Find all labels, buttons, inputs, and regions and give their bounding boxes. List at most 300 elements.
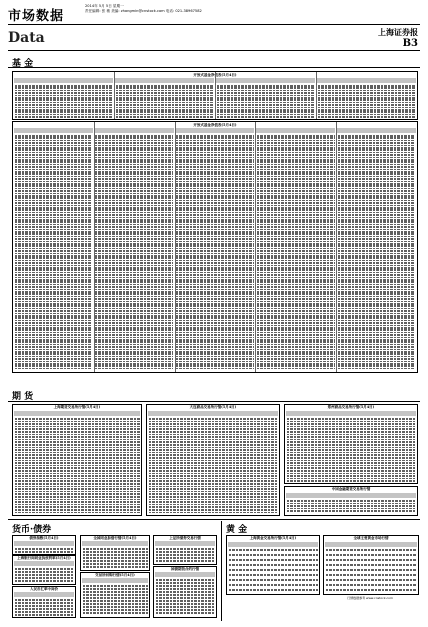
table-row (257, 358, 335, 360)
table-row (257, 183, 335, 185)
table-row (149, 428, 278, 430)
table-row (338, 267, 416, 269)
header-meta (85, 4, 202, 14)
table-row (338, 193, 416, 195)
table-row (176, 284, 254, 286)
header-rule (8, 24, 420, 25)
table-row (149, 460, 278, 462)
table-row (83, 612, 148, 614)
table-row (338, 363, 416, 365)
table-row (15, 274, 93, 276)
table-row (338, 231, 416, 233)
section-title: 市场数据 (8, 9, 65, 24)
table-row (338, 337, 416, 339)
table-row (15, 493, 140, 495)
table-row (95, 188, 173, 190)
column-header (286, 411, 416, 416)
table-row (95, 226, 173, 228)
table-row (338, 253, 416, 255)
table-row (176, 353, 254, 355)
table-row (15, 284, 93, 286)
table-row (95, 296, 173, 298)
table-row (15, 183, 93, 185)
table-row (257, 193, 335, 195)
table-row (176, 253, 254, 255)
table-row (338, 346, 416, 348)
bond3-title: 人民币汇率中间价 (30, 587, 58, 591)
table-row (15, 460, 140, 462)
table-row (116, 92, 214, 94)
table-row (15, 188, 93, 190)
table-row (287, 428, 416, 430)
table-row (176, 281, 254, 283)
table-row (15, 229, 93, 231)
table-row (338, 188, 416, 190)
table-row (15, 114, 113, 116)
table-row (338, 161, 416, 163)
table-row (257, 274, 335, 276)
table-row (15, 577, 74, 579)
table-row (95, 140, 173, 142)
table-row (95, 279, 173, 281)
table-row (318, 95, 416, 97)
table-row (15, 439, 140, 441)
table-row (149, 426, 278, 428)
table-row (257, 329, 335, 331)
table-row (15, 111, 113, 113)
table-row (15, 147, 93, 149)
futures-table-cffex (284, 486, 418, 516)
table-row (257, 164, 335, 166)
table-row (149, 486, 278, 488)
table-row (176, 293, 254, 295)
column-header (228, 542, 318, 547)
table-row (15, 317, 93, 319)
table-row (149, 483, 278, 485)
table-row (257, 281, 335, 283)
table-row (176, 193, 254, 195)
table-row (257, 361, 335, 363)
fund-table-top (12, 71, 418, 120)
table-row (15, 272, 93, 274)
table-row (156, 579, 215, 581)
table-row (257, 147, 335, 149)
table-row (95, 339, 173, 341)
column-header (325, 542, 417, 547)
table-row (257, 140, 335, 142)
table-row (156, 548, 215, 550)
table-row (257, 238, 335, 240)
table-row (95, 277, 173, 279)
sge-gold-table (226, 535, 320, 595)
table-row (15, 197, 93, 199)
table-row (156, 560, 215, 562)
table-row (338, 195, 416, 197)
table-row (176, 243, 254, 245)
table-row (95, 320, 173, 322)
table-row (15, 289, 93, 291)
table-row (15, 277, 93, 279)
table-row (176, 301, 254, 303)
table-row (15, 434, 140, 436)
table-row (15, 224, 93, 226)
table-row (257, 154, 335, 156)
table-row (149, 506, 278, 508)
table-row (257, 188, 335, 190)
table-row (217, 95, 315, 97)
table-row (257, 305, 335, 307)
table-row (257, 365, 335, 367)
table-row (257, 298, 335, 300)
table-row (95, 195, 173, 197)
table-row (95, 219, 173, 221)
table-row (176, 217, 254, 219)
table-row (149, 434, 278, 436)
table-row (338, 229, 416, 231)
table-row (257, 291, 335, 293)
table-row (287, 508, 416, 510)
table-row (95, 147, 173, 149)
table-row (257, 339, 335, 341)
table-row (287, 465, 416, 467)
column-header (176, 128, 255, 133)
table-row (257, 245, 335, 247)
table-row (176, 209, 254, 211)
table-row (95, 269, 173, 271)
money-bond-section-heading: 货币·债券 (12, 525, 52, 535)
table-row (176, 277, 254, 279)
fund-top-title: 开放式基金净值表(5月4日) (193, 73, 237, 77)
table-row (15, 457, 140, 459)
futures-table-dce (146, 404, 280, 516)
table-row (338, 356, 416, 358)
table-row (217, 99, 315, 101)
table-row (257, 219, 335, 221)
table-row (95, 298, 173, 300)
column-header (14, 592, 74, 597)
table-row (338, 334, 416, 336)
table-row (326, 574, 417, 576)
table-row (83, 597, 148, 599)
table-row (257, 267, 335, 269)
table-row (149, 465, 278, 467)
table-row (257, 224, 335, 226)
table-row (15, 548, 74, 550)
table-row (15, 193, 93, 195)
table-row (15, 185, 93, 187)
table-row (15, 238, 93, 240)
table-row (318, 107, 416, 109)
table-row (287, 444, 416, 446)
table-row (257, 243, 335, 245)
brand-logo: 上海证券报 (378, 27, 418, 37)
table-row (287, 475, 416, 477)
table-row (95, 341, 173, 343)
fund-mid-title: 开放式基金净值表(5月4日) (193, 123, 237, 127)
column-header (286, 493, 416, 498)
table-row (15, 176, 93, 178)
table-row (257, 248, 335, 250)
table-row (15, 164, 93, 166)
table-row (15, 356, 93, 358)
table-row (15, 475, 140, 477)
table-row (95, 135, 173, 137)
table-row (95, 207, 173, 209)
table-row (95, 169, 173, 171)
table-row (257, 176, 335, 178)
table-row (338, 197, 416, 199)
table-row (176, 181, 254, 183)
fund-section-heading: 基 金 (12, 59, 34, 69)
table-row (149, 457, 278, 459)
table-row (95, 245, 173, 247)
column-header (82, 578, 148, 583)
table-row (338, 135, 416, 137)
table-row (338, 166, 416, 168)
table-row (95, 303, 173, 305)
table-row (176, 296, 254, 298)
table-row (15, 161, 93, 163)
table-row (15, 426, 140, 428)
table-row (217, 102, 315, 104)
table-row (15, 449, 140, 451)
table-row (338, 209, 416, 211)
table-row (338, 233, 416, 235)
table-row (15, 447, 140, 449)
table-row (156, 591, 215, 593)
table-row (15, 200, 93, 202)
table-row (229, 564, 318, 566)
table-row (338, 344, 416, 346)
table-row (176, 149, 254, 151)
table-row (95, 365, 173, 367)
table-row (176, 341, 254, 343)
futures-section-heading: 期 货 (12, 392, 34, 402)
table-row (176, 257, 254, 259)
table-row (338, 286, 416, 288)
table-row (95, 229, 173, 231)
table-row (326, 569, 417, 571)
table-row (287, 505, 416, 507)
table-row (15, 149, 93, 151)
table-row (287, 462, 416, 464)
table-row (176, 255, 254, 257)
table-row (95, 145, 173, 147)
table-row (338, 339, 416, 341)
table-row (15, 137, 93, 139)
table-row (338, 173, 416, 175)
table-row (15, 431, 140, 433)
table-row (257, 308, 335, 310)
table-row (176, 334, 254, 336)
table-row (15, 568, 74, 570)
table-row (15, 608, 74, 610)
table-row (15, 178, 93, 180)
table-row (95, 317, 173, 319)
table-row (257, 231, 335, 233)
table-row (338, 178, 416, 180)
table-row (15, 269, 93, 271)
table-row (338, 226, 416, 228)
table-row (338, 293, 416, 295)
table-row (156, 612, 215, 614)
bond4-title: 全国同业拆借行情(5月4日) (93, 536, 137, 540)
table-row (257, 142, 335, 144)
table-row (176, 236, 254, 238)
table-row (257, 149, 335, 151)
column-header (337, 128, 416, 133)
table-row (83, 588, 148, 590)
table-row (338, 147, 416, 149)
table-row (149, 475, 278, 477)
table-row (15, 190, 93, 192)
table-row (116, 99, 214, 101)
table-row (95, 353, 173, 355)
table-row (15, 351, 93, 353)
table-row (15, 512, 140, 514)
table-row (15, 140, 93, 142)
table-row (15, 504, 140, 506)
table-row (15, 346, 93, 348)
table-row (149, 441, 278, 443)
table-row (15, 217, 93, 219)
table-row (229, 574, 318, 576)
table-row (83, 554, 148, 556)
table-row (338, 329, 416, 331)
table-row (95, 197, 173, 199)
table-row (176, 231, 254, 233)
table-row (176, 135, 254, 137)
table-row (156, 606, 215, 608)
table-row (176, 245, 254, 247)
table-row (338, 365, 416, 367)
table-row (15, 611, 74, 613)
column-header (148, 411, 278, 416)
table-row (15, 219, 93, 221)
bond7-title: 国债期货合约行情 (171, 567, 199, 571)
table-row (83, 594, 148, 596)
table-row (338, 272, 416, 274)
table-row (149, 493, 278, 495)
table-row (149, 501, 278, 503)
table-row (257, 303, 335, 305)
table-row (176, 289, 254, 291)
table-row (95, 329, 173, 331)
table-row (15, 231, 93, 233)
table-row (287, 423, 416, 425)
table-row (176, 265, 254, 267)
table-row (15, 279, 93, 281)
table-row (95, 351, 173, 353)
table-row (257, 296, 335, 298)
table-row (156, 557, 215, 559)
table-row (338, 296, 416, 298)
table-row (229, 559, 318, 561)
table-row (176, 157, 254, 159)
table-row (257, 344, 335, 346)
column-header (256, 128, 335, 133)
table-row (176, 248, 254, 250)
table-row (95, 337, 173, 339)
table-row (149, 480, 278, 482)
table-row (338, 281, 416, 283)
table-row (257, 171, 335, 173)
table-row (149, 449, 278, 451)
table-row (318, 92, 416, 94)
table-row (176, 291, 254, 293)
table-row (176, 351, 254, 353)
table-row (15, 325, 93, 327)
table-row (15, 241, 93, 243)
table-row (15, 212, 93, 214)
table-row (257, 293, 335, 295)
table-row (257, 313, 335, 315)
table-row (95, 164, 173, 166)
table-row (95, 262, 173, 264)
table-row (176, 161, 254, 163)
table-row (95, 291, 173, 293)
table-row (15, 365, 93, 367)
table-row (338, 176, 416, 178)
table-row (15, 486, 140, 488)
table-row (287, 467, 416, 469)
table-row (287, 478, 416, 480)
table-row (95, 308, 173, 310)
table-row (15, 322, 93, 324)
table-row (176, 190, 254, 192)
table-row (83, 591, 148, 593)
table-row (95, 255, 173, 257)
table-row (176, 322, 254, 324)
table-row (15, 473, 140, 475)
table-row (95, 236, 173, 238)
table-row (95, 272, 173, 274)
table-row (318, 111, 416, 113)
table-row (15, 171, 93, 173)
table-row (15, 418, 140, 420)
table-row (156, 551, 215, 553)
table-row (15, 243, 93, 245)
table-row (83, 606, 148, 608)
table-row (287, 418, 416, 420)
bond2-title: 上海银行间同业拆放利率(5月4日) (17, 556, 71, 560)
table-row (257, 368, 335, 370)
table-row (176, 308, 254, 310)
table-row (116, 85, 214, 87)
table-row (176, 166, 254, 168)
column-header (14, 78, 113, 83)
column-header (95, 128, 174, 133)
table-row (257, 255, 335, 257)
table-row (257, 152, 335, 154)
table-row (95, 185, 173, 187)
gold2-title: 全球主要黄金市场行情 (353, 536, 389, 540)
table-row (15, 116, 113, 118)
table-row (217, 92, 315, 94)
table-row (156, 588, 215, 590)
column-header (82, 541, 148, 546)
table-row (338, 305, 416, 307)
table-row (95, 305, 173, 307)
table-row (95, 142, 173, 144)
table-row (257, 197, 335, 199)
table-row (176, 238, 254, 240)
table-row (116, 107, 214, 109)
table-row (257, 363, 335, 365)
table-row (229, 579, 318, 581)
table-row (15, 509, 140, 511)
table-row (15, 221, 93, 223)
